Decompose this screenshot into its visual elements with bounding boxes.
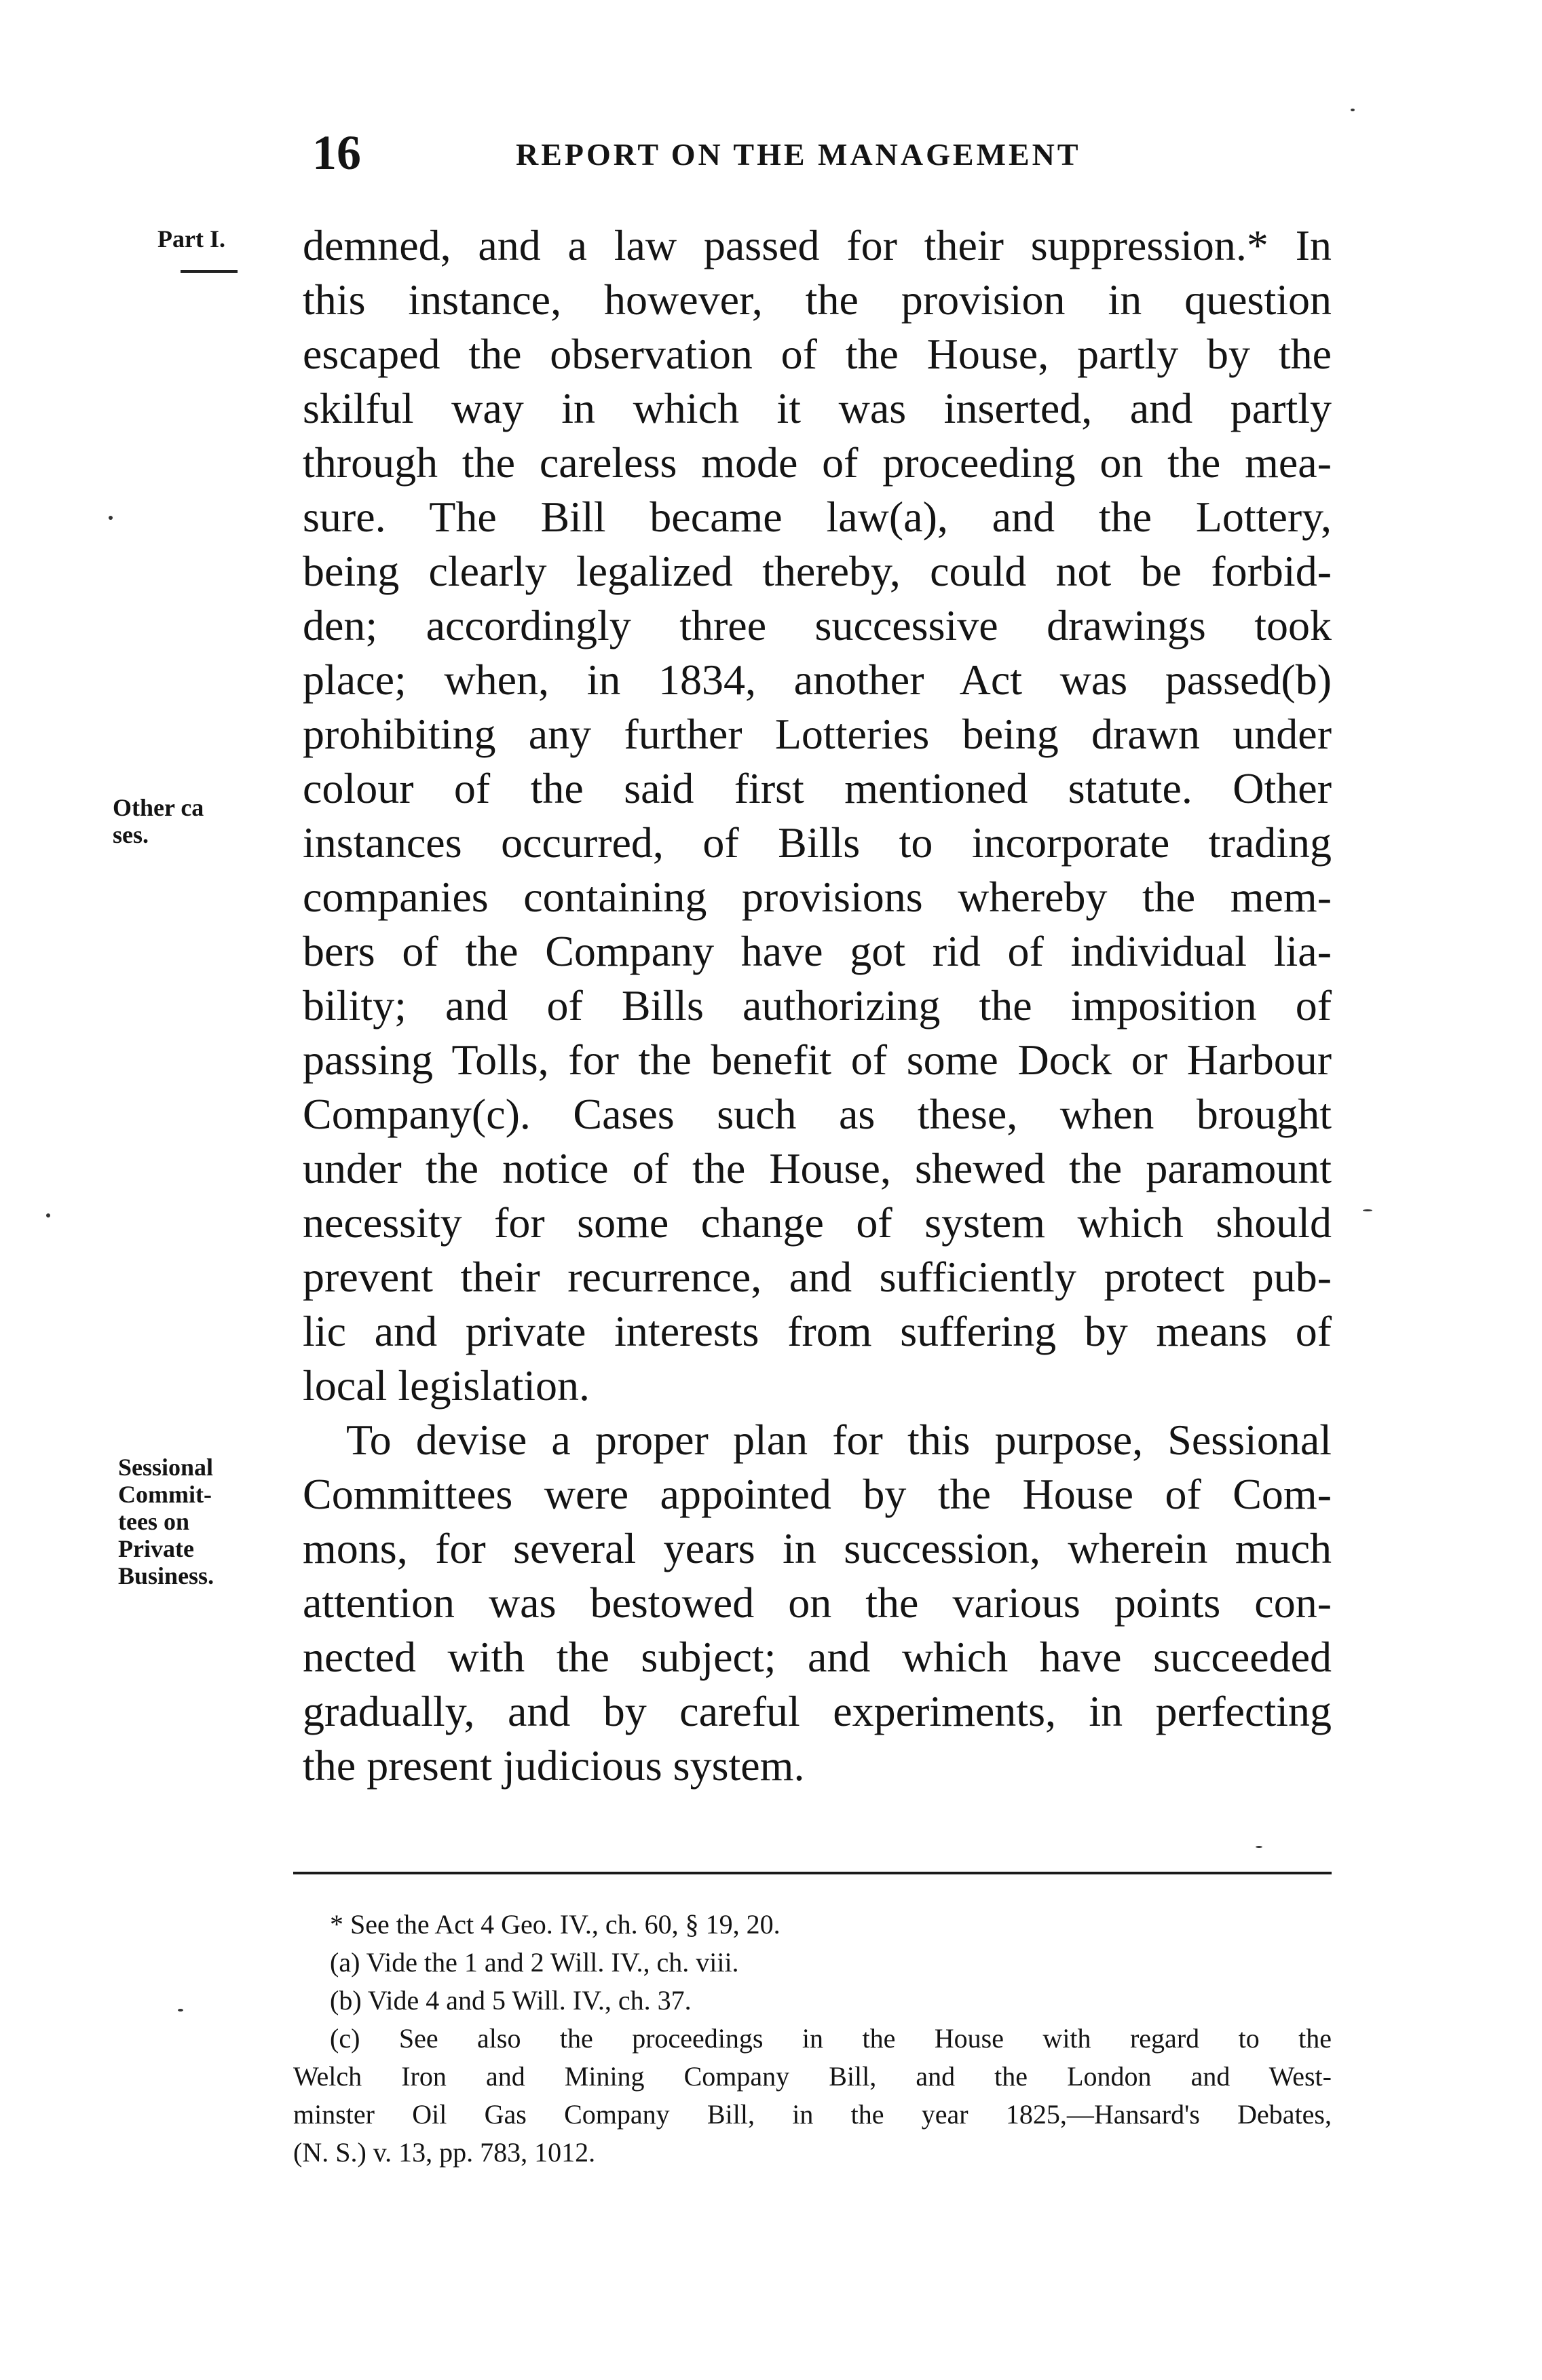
running-head: REPORT ON THE MANAGEMENT [516, 137, 1081, 172]
text-line: passing Tolls, for the benefit of some Dock or Harbour [303, 1036, 1332, 1084]
text-line: prohibiting any further Lotteries being drawn under [303, 710, 1332, 758]
text-line: bility; and of Bills authorizing the imposition of [303, 981, 1332, 1030]
text-line: the present judicious system. [303, 1741, 805, 1790]
sidenote-line: tees on [118, 1508, 189, 1535]
text-line: under the notice of the House, shewed the paramount [303, 1144, 1332, 1192]
text-line: this instance, however, the provision in question [303, 276, 1332, 324]
text-line: lic and private interests from suffering by means of [303, 1307, 1332, 1355]
text-line: sure. The Bill became law(a), and the Lottery, [303, 493, 1332, 541]
text-line: bers of the Company have got rid of individual lia- [303, 927, 1332, 975]
sidenote-line: Commit- [118, 1481, 212, 1508]
sidenote-line: Business. [118, 1562, 214, 1589]
print-speck [109, 516, 113, 520]
text-line: instances occurred, of Bills to incorporate trading [303, 818, 1332, 867]
footnote-c-line: Welch Iron and Mining Company Bill, and the London and West- [293, 2061, 1332, 2092]
text-line: place; when, in 1834, another Act was passed(b) [303, 656, 1332, 704]
sidenote-rule [181, 270, 238, 273]
text-line: through the careless mode of proceeding on the mea- [303, 438, 1332, 487]
text-line: Committees were appointed by the House of Com- [303, 1470, 1332, 1518]
footnote-c-line: (c) See also the proceedings in the House with regard to the [330, 2023, 1332, 2054]
sidenote-line: ses. [113, 821, 149, 848]
text-line: gradually, and by careful experiments, in perfecting [303, 1687, 1332, 1735]
print-speck [1351, 109, 1355, 111]
text-line: colour of the said first mentioned statute. Other [303, 764, 1332, 812]
footnote-rule [293, 1872, 1332, 1874]
text-line: den; accordingly three successive drawings took [303, 601, 1332, 649]
text-line: local legislation. [303, 1361, 590, 1410]
text-line: Company(c). Cases such as these, when brought [303, 1090, 1332, 1138]
print-speck [46, 1213, 50, 1217]
text-line: skilful way in which it was inserted, and partly [303, 384, 1332, 432]
print-speck [1363, 1209, 1372, 1211]
print-speck [178, 2009, 183, 2011]
text-line: mons, for several years in succession, wherein much [303, 1524, 1332, 1572]
footnote-star: * See the Act 4 Geo. IV., ch. 60, § 19, 20. [330, 1909, 781, 1940]
sidenote-part: Part I. [157, 225, 225, 252]
sidenote-line: Private [118, 1535, 194, 1562]
text-line: being clearly legalized thereby, could not be forbid- [303, 547, 1332, 595]
text-line: demned, and a law passed for their suppression.* In [303, 221, 1332, 269]
footnote-c-line: minster Oil Gas Company Bill, in the year 1825,—Hansard's Debates, [293, 2099, 1332, 2130]
text-line: necessity for some change of system which should [303, 1198, 1332, 1247]
footnote-a: (a) Vide the 1 and 2 Will. IV., ch. viii. [330, 1947, 739, 1978]
page-number: 16 [312, 126, 361, 180]
text-line: attention was bestowed on the various points con- [303, 1579, 1332, 1627]
body-text [303, 219, 1332, 1793]
text-line: escaped the observation of the House, partly by the [303, 330, 1332, 378]
print-speck [1256, 1846, 1262, 1848]
sidenote-line: Other ca [113, 794, 204, 821]
sidenote-line: Sessional [118, 1454, 214, 1481]
text-line: nected with the subject; and which have succeeded [303, 1633, 1332, 1681]
text-line: companies containing provisions whereby the mem- [303, 873, 1332, 921]
sidenote-other-cases [113, 794, 204, 848]
text-line: prevent their recurrence, and sufficiently protect pub- [303, 1253, 1332, 1301]
text-line: To devise a proper plan for this purpose, Sessional [346, 1416, 1332, 1464]
footnotes [293, 1906, 1332, 2172]
footnote-b: (b) Vide 4 and 5 Will. IV., ch. 37. [330, 1985, 692, 2016]
footnote-c-line: (N. S.) v. 13, pp. 783, 1012. [293, 2137, 596, 2168]
sidenote-sessional-committees [118, 1454, 214, 1589]
